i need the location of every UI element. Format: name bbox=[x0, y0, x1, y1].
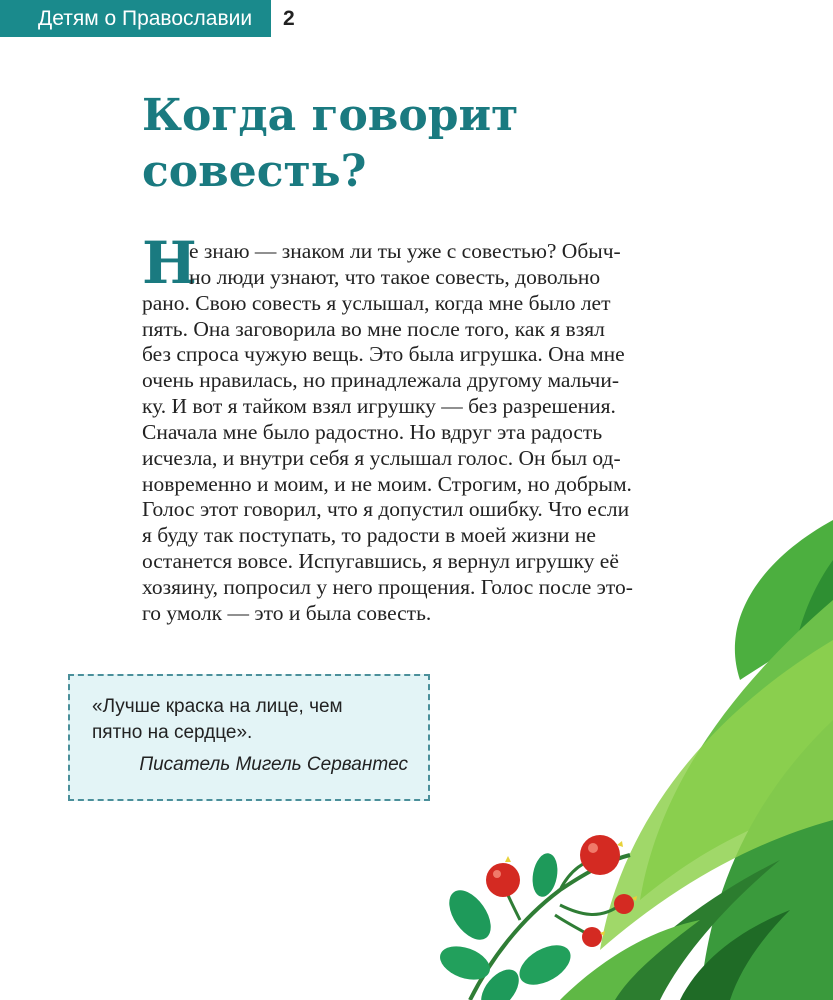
body-line: но люди узнают, что такое совесть, довольно bbox=[189, 264, 601, 289]
red-berry bbox=[582, 927, 602, 947]
body-line: го умолк — это и была совесть. bbox=[142, 600, 432, 625]
red-berry bbox=[614, 894, 634, 914]
berry-highlight bbox=[588, 843, 598, 853]
body-line: хозяину, попросил у него прощения. Голос после это- bbox=[142, 574, 633, 599]
small-leaf bbox=[441, 883, 499, 947]
body-line: Сначала мне было радостно. Но вдруг эта радость bbox=[142, 419, 603, 444]
body-line: е знаю — знаком ли ты уже с совестью? Обыч- bbox=[189, 239, 621, 263]
red-berry bbox=[486, 863, 520, 897]
berry-highlight bbox=[493, 870, 501, 878]
quote-author: Писатель Мигель Сервантес bbox=[139, 754, 408, 775]
body-line: рано. Свою совесть я услышал, когда мне было лет bbox=[142, 290, 611, 315]
red-berry bbox=[580, 835, 620, 875]
quote-line: пятно на сердце». bbox=[92, 722, 253, 743]
body-line: ку. И вот я тайком взял игрушку — без разрешения. bbox=[142, 394, 616, 419]
small-leaf bbox=[513, 937, 577, 993]
page-number: 2 bbox=[283, 7, 295, 30]
body-line: я буду так поступать, то радости в моей жизни не bbox=[142, 523, 596, 548]
body-line: Голос этот говорил, что я допустил ошибку. Что если bbox=[142, 497, 630, 522]
section-header-tab: Детям о Православии bbox=[0, 0, 271, 37]
drop-cap-letter: Н bbox=[142, 229, 197, 297]
body-line: исчезла, и внутри себя я услышал голос. Он был од- bbox=[142, 445, 621, 470]
small-leaf bbox=[435, 940, 494, 986]
body-line: очень нравилась, но принадлежала другому мальчи- bbox=[142, 368, 620, 393]
body-line: без спроса чужую вещь. Это была игрушка. Она мне bbox=[142, 342, 625, 367]
berry-tip bbox=[505, 856, 511, 862]
body-line: останется вовсе. Испугавшись, я вернул игрушку её bbox=[142, 549, 619, 574]
body-line: новременно и моим, и не моим. Строгим, но добрым. bbox=[142, 471, 632, 496]
title-line: совесть? bbox=[142, 146, 367, 197]
title-line: Когда говорит bbox=[142, 90, 519, 141]
quote-line: «Лучше краска на лице, чем bbox=[92, 696, 343, 717]
body-line: пять. Она заговорила во мне после того, как я взял bbox=[142, 316, 605, 341]
